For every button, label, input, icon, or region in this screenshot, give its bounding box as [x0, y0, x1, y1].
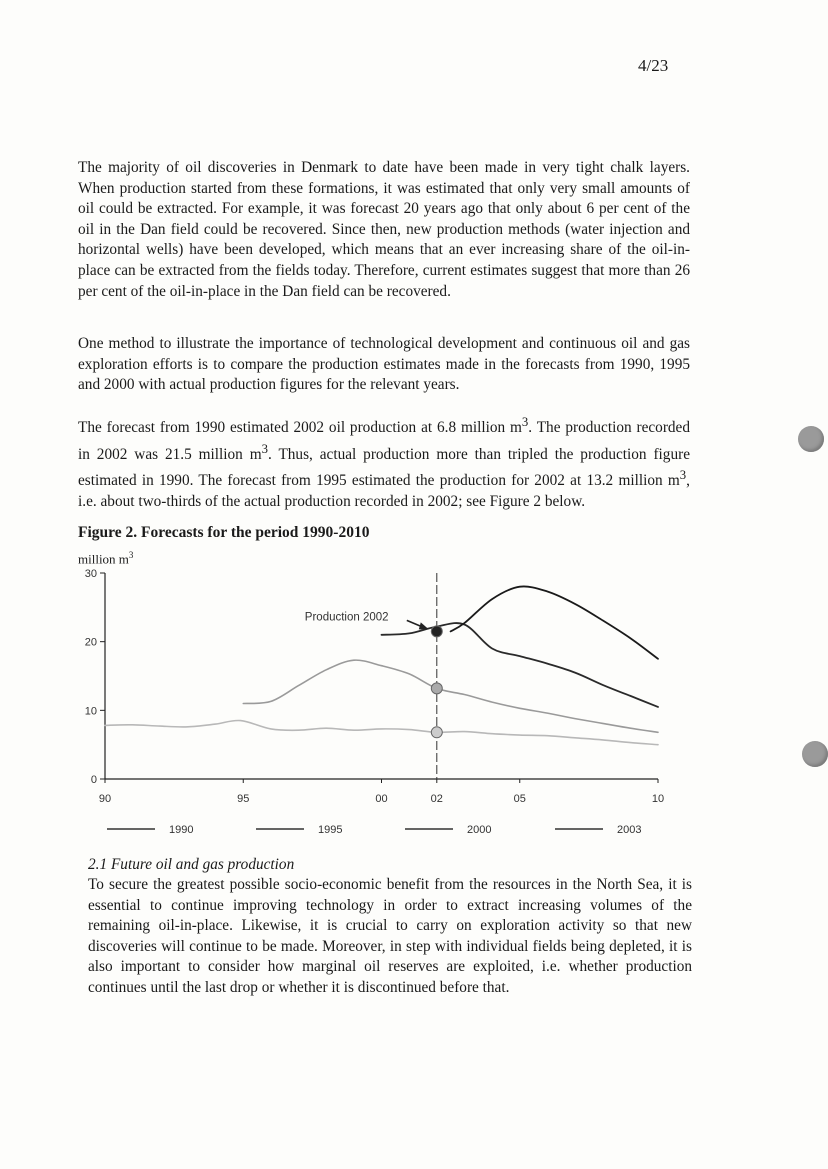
- punch-hole: [798, 426, 824, 452]
- punch-hole: [802, 741, 828, 767]
- paragraph-future-production: To secure the greatest possible socio-economic benefit from the resources in the North Sea, it is essential to continue improving technology in order to extract increasing volumes of the remaining oil-in-place. Likewise, it is crucial to carry on exploration activity so that new discoveries will continue to be made. Moreover, in step with individual fields being depleted, it is also important to consider how marginal oil reserves are exploited, i.e. whether production continues until the last drop or whether it is discontinued before that.: [88, 876, 692, 996]
- x-tick-label: 90: [98, 793, 112, 805]
- section-heading: 2.1 Future oil and gas production: [88, 856, 295, 873]
- paragraph-chalk-layers: The majority of oil discoveries in Denmark to date have been made in very tight chalk layers. When production started from these formations, it was estimated that only very small amounts of oil could be extracted. For example, it was forecast 20 years ago that only about 6 per cent of the oil in the Dan field could be recovered. Since then, new production methods (water injection and horizontal wells) have been developed, which means that an ever increasing share of the oil-in-place can be extracted from the fields today. Therefore, current estimates suggest that more than 26 per cent of the oil-in-place in the Dan field can be recovered.: [78, 159, 690, 300]
- series-line-2000: [382, 623, 659, 707]
- paragraph-method: One method to illustrate the importance of technological development and continuous oil and gas exploration efforts is to compare the production estimates made in the forecasts from 1990, 1995 and 2000 with actual production figures for the relevant years.: [78, 335, 690, 394]
- y-tick-label: 0: [90, 774, 97, 786]
- annotation-label: Production 2002: [304, 611, 389, 624]
- y-tick-label: 20: [84, 636, 97, 649]
- series-line-2003: [451, 586, 658, 658]
- legend-label-2000: 2000: [467, 824, 492, 836]
- marker-2000: [431, 626, 442, 637]
- x-tick-label: 95: [237, 793, 250, 805]
- legend-label-2003: 2003: [617, 824, 642, 836]
- x-tick-label: 10: [651, 793, 665, 805]
- y-axis-unit: million $m^3$: [78, 550, 134, 567]
- legend-label-1995: 1995: [318, 824, 343, 836]
- x-tick-label: 05: [513, 793, 526, 805]
- page-number: 4/23: [638, 56, 669, 75]
- marker-1990: [431, 727, 442, 738]
- legend-label-1990: 1990: [169, 824, 194, 836]
- figure-title: Figure 2. Forecasts for the period 1990-2010: [78, 524, 370, 541]
- marker-1995: [431, 683, 442, 694]
- y-tick-label: 30: [84, 568, 97, 580]
- paragraph-forecast-comparison: The forecast from 1990 estimated 2002 oil production at 6.8 million $m^3$. The production recorded in 2002 was 21.5 million $m^3$. Thus, actual production more than tripled the production figure estimated in 1990. The forecast from 1995 estimated the production for 2002 at 13.2 million $m^3$, i.e. about two-thirds of the actual production recorded in 2002; see Figure 2 below.: [78, 415, 690, 511]
- annotation-arrowhead: [419, 622, 429, 629]
- x-tick-label: 02: [430, 793, 443, 805]
- series-line-1990: [105, 720, 658, 744]
- y-tick-label: 10: [84, 705, 97, 718]
- series-line-1995: [243, 660, 658, 732]
- x-tick-label: 00: [375, 793, 388, 805]
